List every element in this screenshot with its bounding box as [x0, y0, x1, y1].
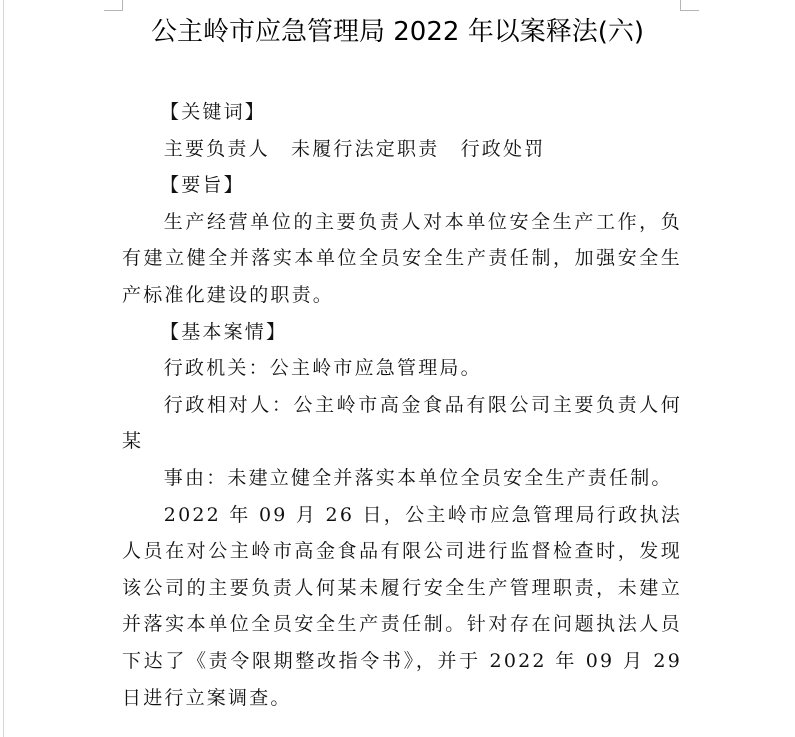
crop-mark-left — [104, 0, 123, 11]
crop-mark-right — [680, 0, 699, 11]
case-narrative: 2022 年 09 月 26 日，公主岭市应急管理局行政执法人员在对公主岭市高金食品有限公司进行监督检查时，发现该公司的主要负责人何某未履行安全生产管理职责，未建立并落实本单位全员安全生产责任制。针对存在问题执法人员下达了《责令限期整改指令书》，并于 2022 年 09 月 29 日进行立案调查。 — [122, 503, 682, 709]
administrative-counterpart: 行政相对人：公主岭市高金食品有限公司主要负责人何某 — [122, 393, 682, 453]
page-edge — [3, 0, 4, 737]
case-facts-heading: 【基本案情】 — [160, 320, 288, 343]
document-body — [122, 94, 682, 716]
summary-text: 生产经营单位的主要负责人对本单位安全生产工作，负有建立健全并落实本单位全员安全生产责任制，加强安全生产标准化建设的职责。 — [122, 210, 682, 306]
keywords-heading: 【关键词】 — [160, 101, 267, 123]
case-cause: 事由：未建立健全并落实本单位全员安全生产责任制。 — [163, 466, 673, 489]
administrative-authority: 行政机关：公主岭市应急管理局。 — [163, 357, 482, 380]
summary-heading: 【要旨】 — [160, 174, 245, 197]
document-title: 公主岭市应急管理局 2022 年以案释法(六) — [151, 17, 644, 47]
keywords-text: 主要负责人 未履行法定职责 行政处罚 — [163, 137, 546, 160]
